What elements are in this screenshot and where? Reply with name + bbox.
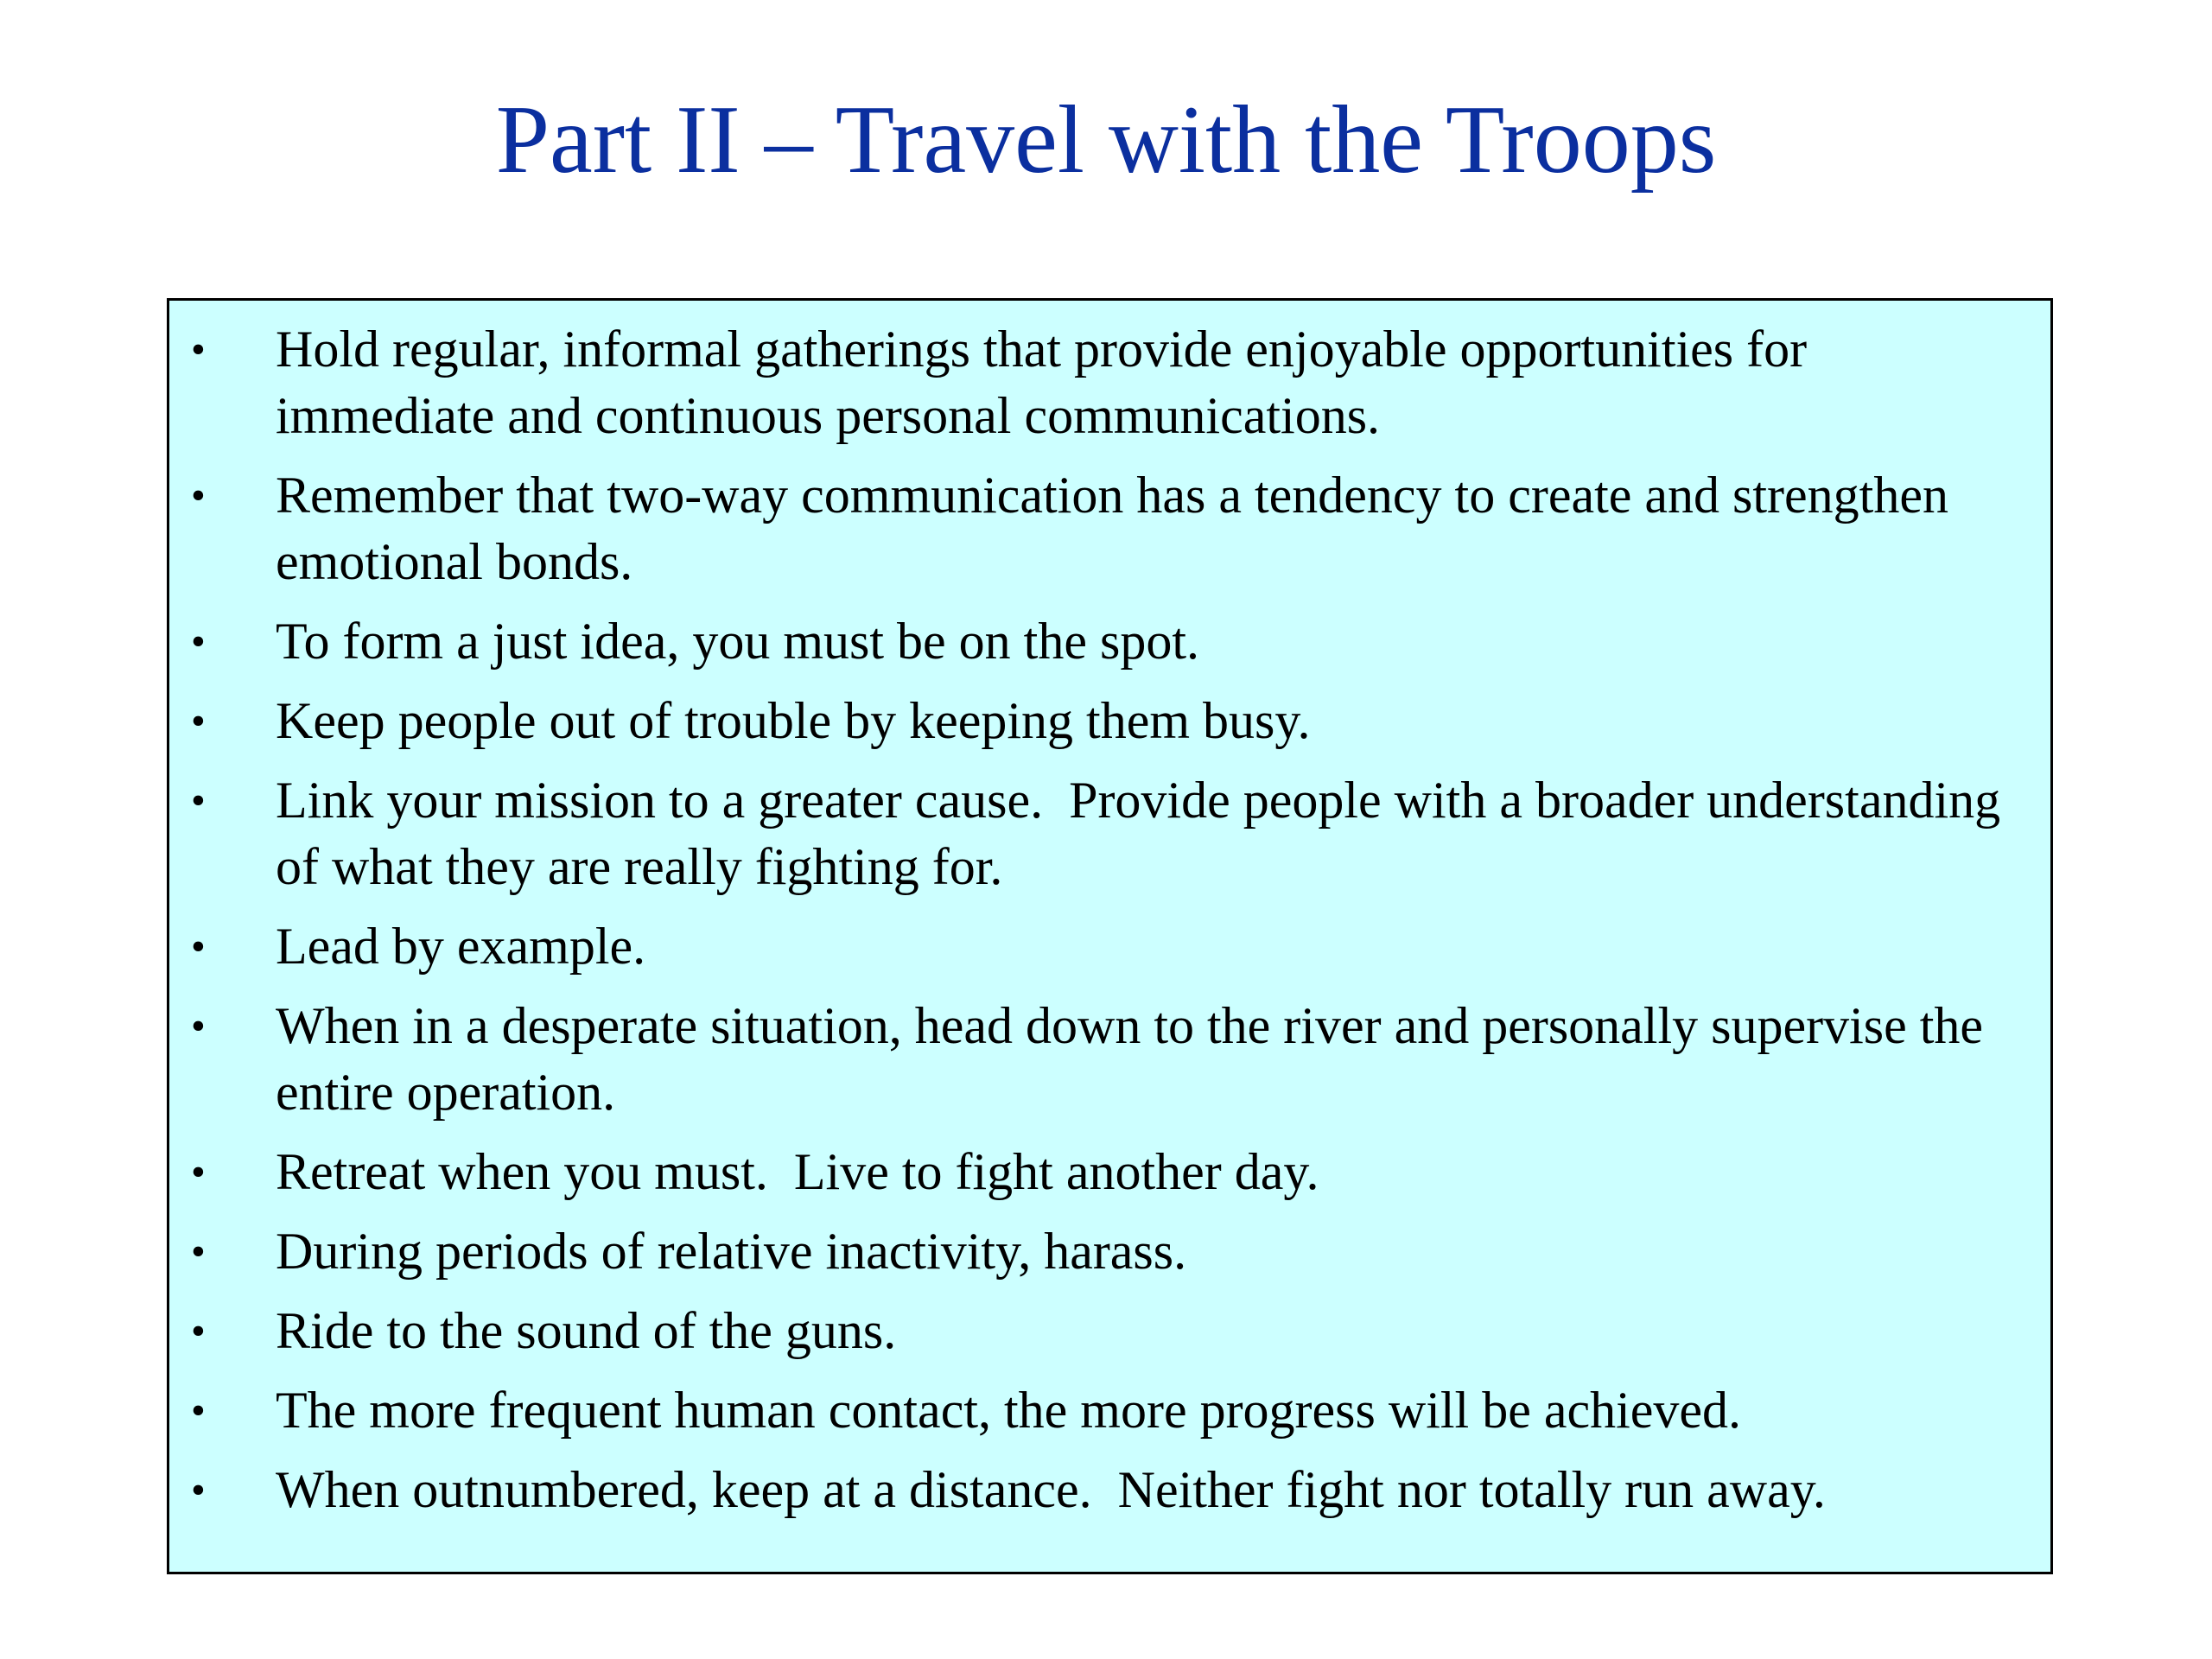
list-item <box>169 1298 2050 1364</box>
bullet-icon: • <box>191 1003 206 1049</box>
list-item <box>169 993 2050 1126</box>
list-item <box>169 462 2050 595</box>
list-item-text: When outnumbered, keep at a distance. Neither fight nor totally run away. <box>276 1461 1826 1518</box>
bullet-icon: • <box>191 619 206 664</box>
bullet-icon: • <box>191 1229 206 1274</box>
bullet-icon: • <box>191 924 206 969</box>
bullet-icon: • <box>191 1308 206 1354</box>
list-item <box>169 1457 2050 1523</box>
list-item-text: Keep people out of trouble by keeping them busy. <box>276 692 1311 749</box>
list-item <box>169 913 2050 980</box>
list-item-text: When in a desperate situation, head down to the river and personally supervise the entire operation. <box>276 997 1997 1121</box>
list-item-text: Ride to the sound of the guns. <box>276 1302 897 1359</box>
bullet-icon: • <box>191 698 206 744</box>
list-item <box>169 1377 2050 1444</box>
list-item <box>169 767 2050 900</box>
bullet-icon: • <box>191 1149 206 1195</box>
list-item-text: Lead by example. <box>276 918 646 975</box>
bullet-icon: • <box>191 1388 206 1433</box>
list-item-text: The more frequent human contact, the more progress will be achieved. <box>276 1382 1742 1439</box>
list-item-text: Remember that two-way communication has a tendency to create and strengthen emotional bonds. <box>276 467 1961 590</box>
bullet-list <box>169 316 2050 1536</box>
list-item <box>169 1139 2050 1205</box>
list-item <box>169 316 2050 449</box>
list-item-text: Link your mission to a greater cause. Provide people with a broader understanding of what they are really fighting for. <box>276 772 2014 895</box>
bullet-icon: • <box>191 1467 206 1513</box>
list-item-text: Hold regular, informal gatherings that provide enjoyable opportunities for immediate and continuous personal communications. <box>276 321 1821 444</box>
list-item <box>169 608 2050 675</box>
list-item-text: To form a just idea, you must be on the spot. <box>276 613 1199 670</box>
slide-title: Part II – Travel with the Troops <box>495 86 1717 194</box>
bullet-icon: • <box>191 778 206 823</box>
bullet-icon: • <box>191 327 206 372</box>
list-item-text: During periods of relative inactivity, harass. <box>276 1223 1187 1280</box>
list-item <box>169 688 2050 754</box>
list-item-text: Retreat when you must. Live to fight another day. <box>276 1143 1319 1200</box>
list-item <box>169 1218 2050 1285</box>
content-box <box>167 298 2053 1574</box>
bullet-icon: • <box>191 473 206 518</box>
